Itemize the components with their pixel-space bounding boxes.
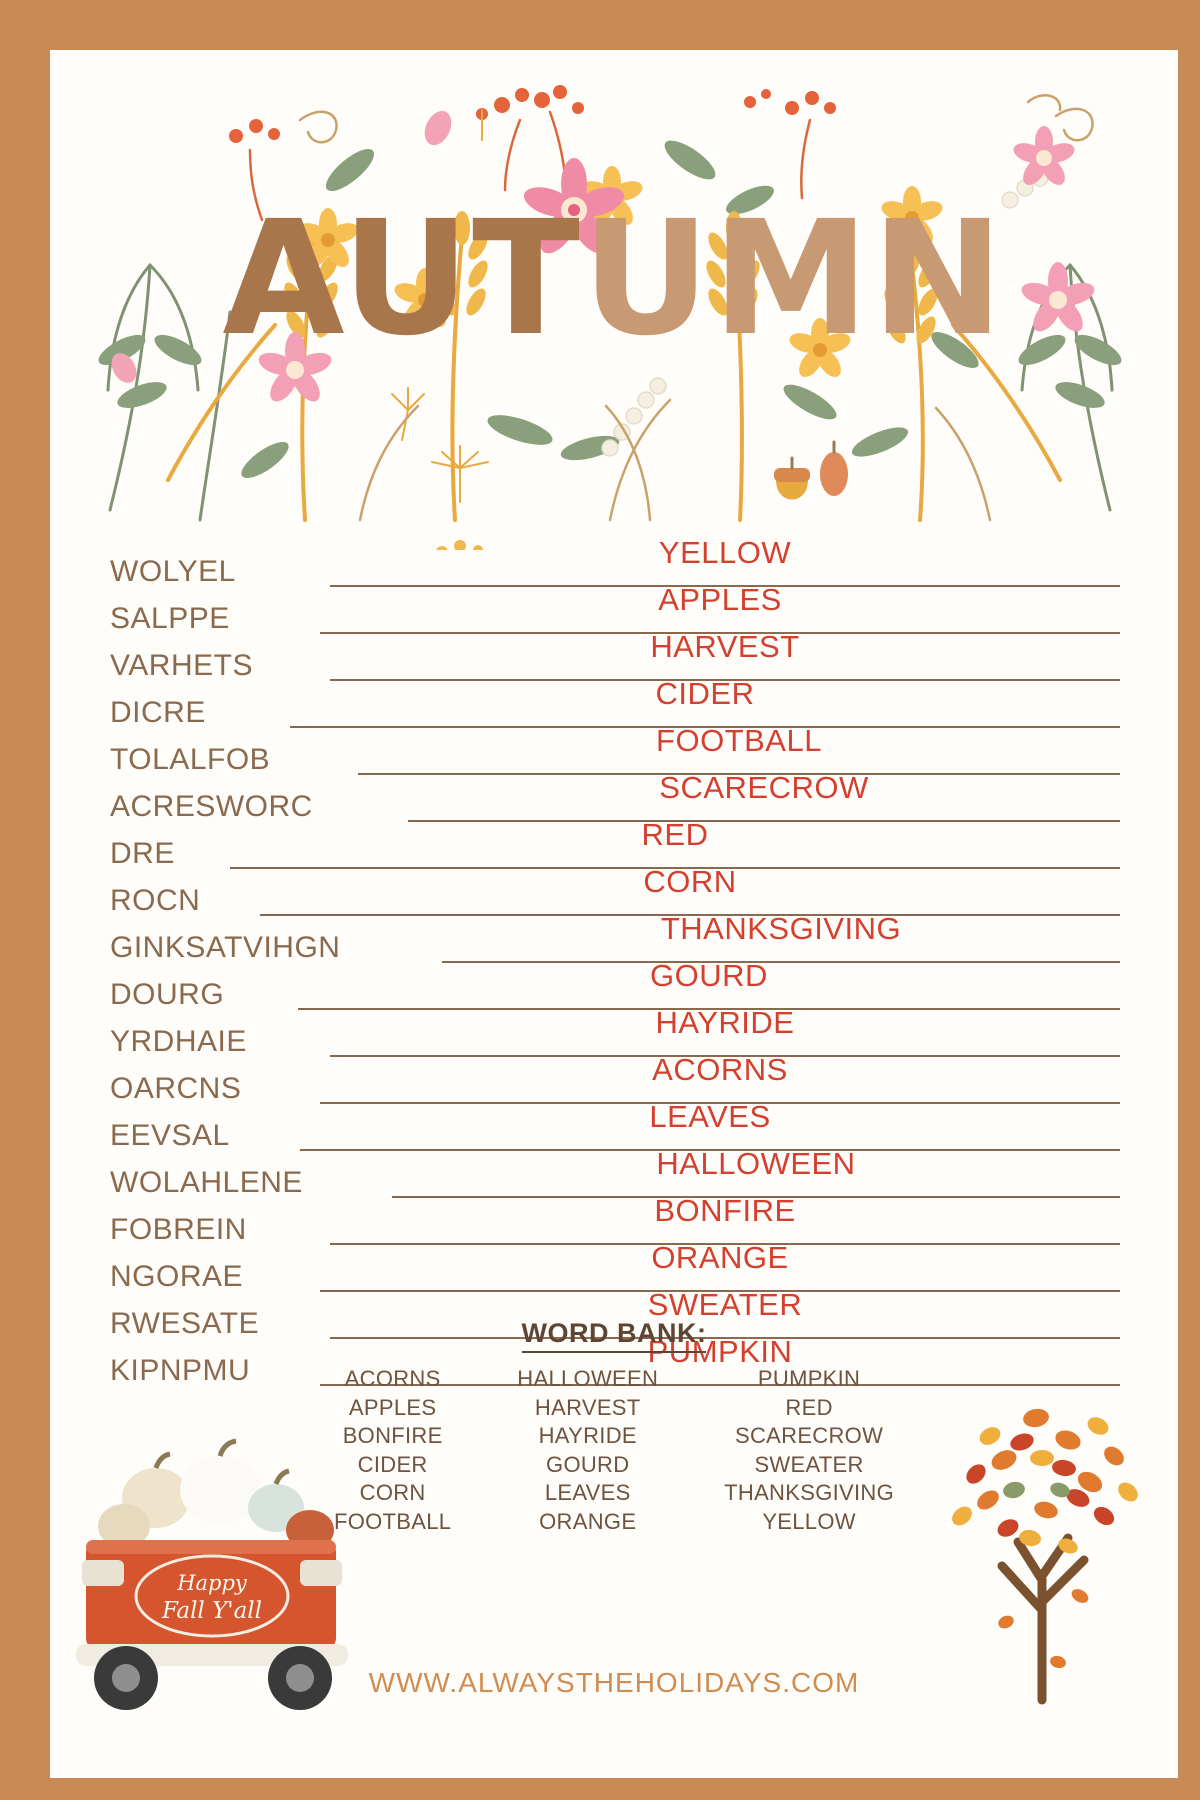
word-bank-item: YELLOW <box>762 1508 856 1534</box>
answer-word: CIDER <box>655 676 755 711</box>
truck-text-line1: Happy <box>177 1571 247 1595</box>
scramble-word: GINKSATVIHGN <box>110 931 341 964</box>
scramble-row <box>110 1146 1120 1206</box>
scramble-word: WOLYEL <box>110 555 236 588</box>
word-bank-item: APPLES <box>348 1394 437 1420</box>
scramble-row <box>110 864 1120 924</box>
answer-word: FOOTBALL <box>656 723 822 758</box>
answer-word: THANKSGIVING <box>660 911 902 946</box>
scramble-row <box>110 629 1120 689</box>
word-bank-item: HARVEST <box>534 1394 641 1420</box>
answer-word: APPLES <box>658 582 782 617</box>
scramble-row <box>110 770 1120 830</box>
scramble-word: SALPPE <box>110 602 230 635</box>
answer-word: BONFIRE <box>654 1193 796 1228</box>
scramble-row <box>110 582 1120 642</box>
scramble-word: VARHETS <box>110 649 253 682</box>
scramble-row <box>110 1005 1120 1065</box>
scramble-word: EEVSAL <box>110 1119 230 1152</box>
answer-word: CORN <box>643 864 737 899</box>
scramble-word: DRE <box>110 837 175 870</box>
answer-word: SCARECROW <box>659 770 869 805</box>
answer-word: GOURD <box>650 958 768 993</box>
scramble-word: DICRE <box>110 696 206 729</box>
scramble-row <box>110 535 1120 595</box>
word-bank-column <box>517 1365 658 1537</box>
word-bank-item: FOOTBALL <box>333 1508 452 1534</box>
scramble-word: FOBREIN <box>110 1213 247 1246</box>
scramble-word: RWESATE <box>110 1307 260 1340</box>
worksheet-sheet <box>50 50 1178 1778</box>
page-title-text: AUTUMN <box>222 187 1006 371</box>
header-floral-art <box>50 50 1178 550</box>
scramble-word: TOLALFOB <box>110 743 271 776</box>
answer-word: RED <box>641 817 709 852</box>
scramble-row <box>110 1099 1120 1159</box>
scramble-row <box>110 676 1120 736</box>
truck-text-line2: Fall Y'all <box>161 1598 263 1624</box>
word-bank-item: THANKSGIVING <box>724 1480 895 1506</box>
word-bank-item: BONFIRE <box>342 1423 443 1449</box>
word-bank-item: PUMPKIN <box>757 1366 861 1391</box>
scramble-word: NGORAE <box>110 1260 244 1293</box>
word-bank-item: ACORNS <box>344 1366 441 1391</box>
word-bank-column <box>724 1365 894 1537</box>
word-bank-item: SCARECROW <box>735 1423 884 1449</box>
word-bank-item: CORN <box>359 1480 426 1506</box>
word-bank-item: CIDER <box>357 1451 428 1477</box>
word-bank-item: SWEATER <box>754 1451 864 1477</box>
page-title <box>50 187 1178 371</box>
scramble-row <box>110 817 1120 877</box>
scramble-row <box>110 1052 1120 1112</box>
scramble-row <box>110 1193 1120 1253</box>
word-bank-item: RED <box>785 1394 833 1420</box>
word-bank-title: WORD BANK: <box>50 1318 1178 1349</box>
word-bank-item: GOURD <box>546 1451 630 1477</box>
answer-word: SWEATER <box>647 1287 803 1322</box>
autumn-tree-illustration <box>918 1370 1168 1710</box>
answer-word: ORANGE <box>651 1240 789 1275</box>
scramble-word: ACRESWORC <box>110 790 313 823</box>
footer-url: WWW.ALWAYSTHEHOLIDAYS.COM <box>368 1667 860 1698</box>
scramble-word: ROCN <box>110 884 201 917</box>
word-bank-item: ORANGE <box>539 1508 637 1534</box>
scramble-word: YRDHAIE <box>110 1025 247 1058</box>
answer-word: ACORNS <box>652 1052 788 1087</box>
word-bank-item: LEAVES <box>544 1480 631 1506</box>
scramble-row <box>110 958 1120 1018</box>
word-bank-item: HALLOWEEN <box>517 1366 659 1391</box>
scramble-row <box>110 911 1120 971</box>
answer-word: HAYRIDE <box>655 1005 795 1040</box>
answer-word: PUMPKIN <box>647 1334 793 1369</box>
scramble-word: KIPNPMU <box>110 1354 251 1387</box>
scramble-word: OARCNS <box>110 1072 242 1105</box>
word-bank-item: HAYRIDE <box>538 1423 637 1449</box>
scramble-word: WOLAHLENE <box>110 1166 303 1199</box>
answer-word: HALLOWEEN <box>656 1146 856 1181</box>
scramble-word: DOURG <box>110 978 225 1011</box>
word-scramble-list <box>110 535 1120 1394</box>
scramble-row <box>110 1240 1120 1300</box>
answer-word: YELLOW <box>658 535 792 570</box>
answer-word: LEAVES <box>649 1099 771 1134</box>
answer-word: HARVEST <box>650 629 800 664</box>
scramble-row <box>110 723 1120 783</box>
